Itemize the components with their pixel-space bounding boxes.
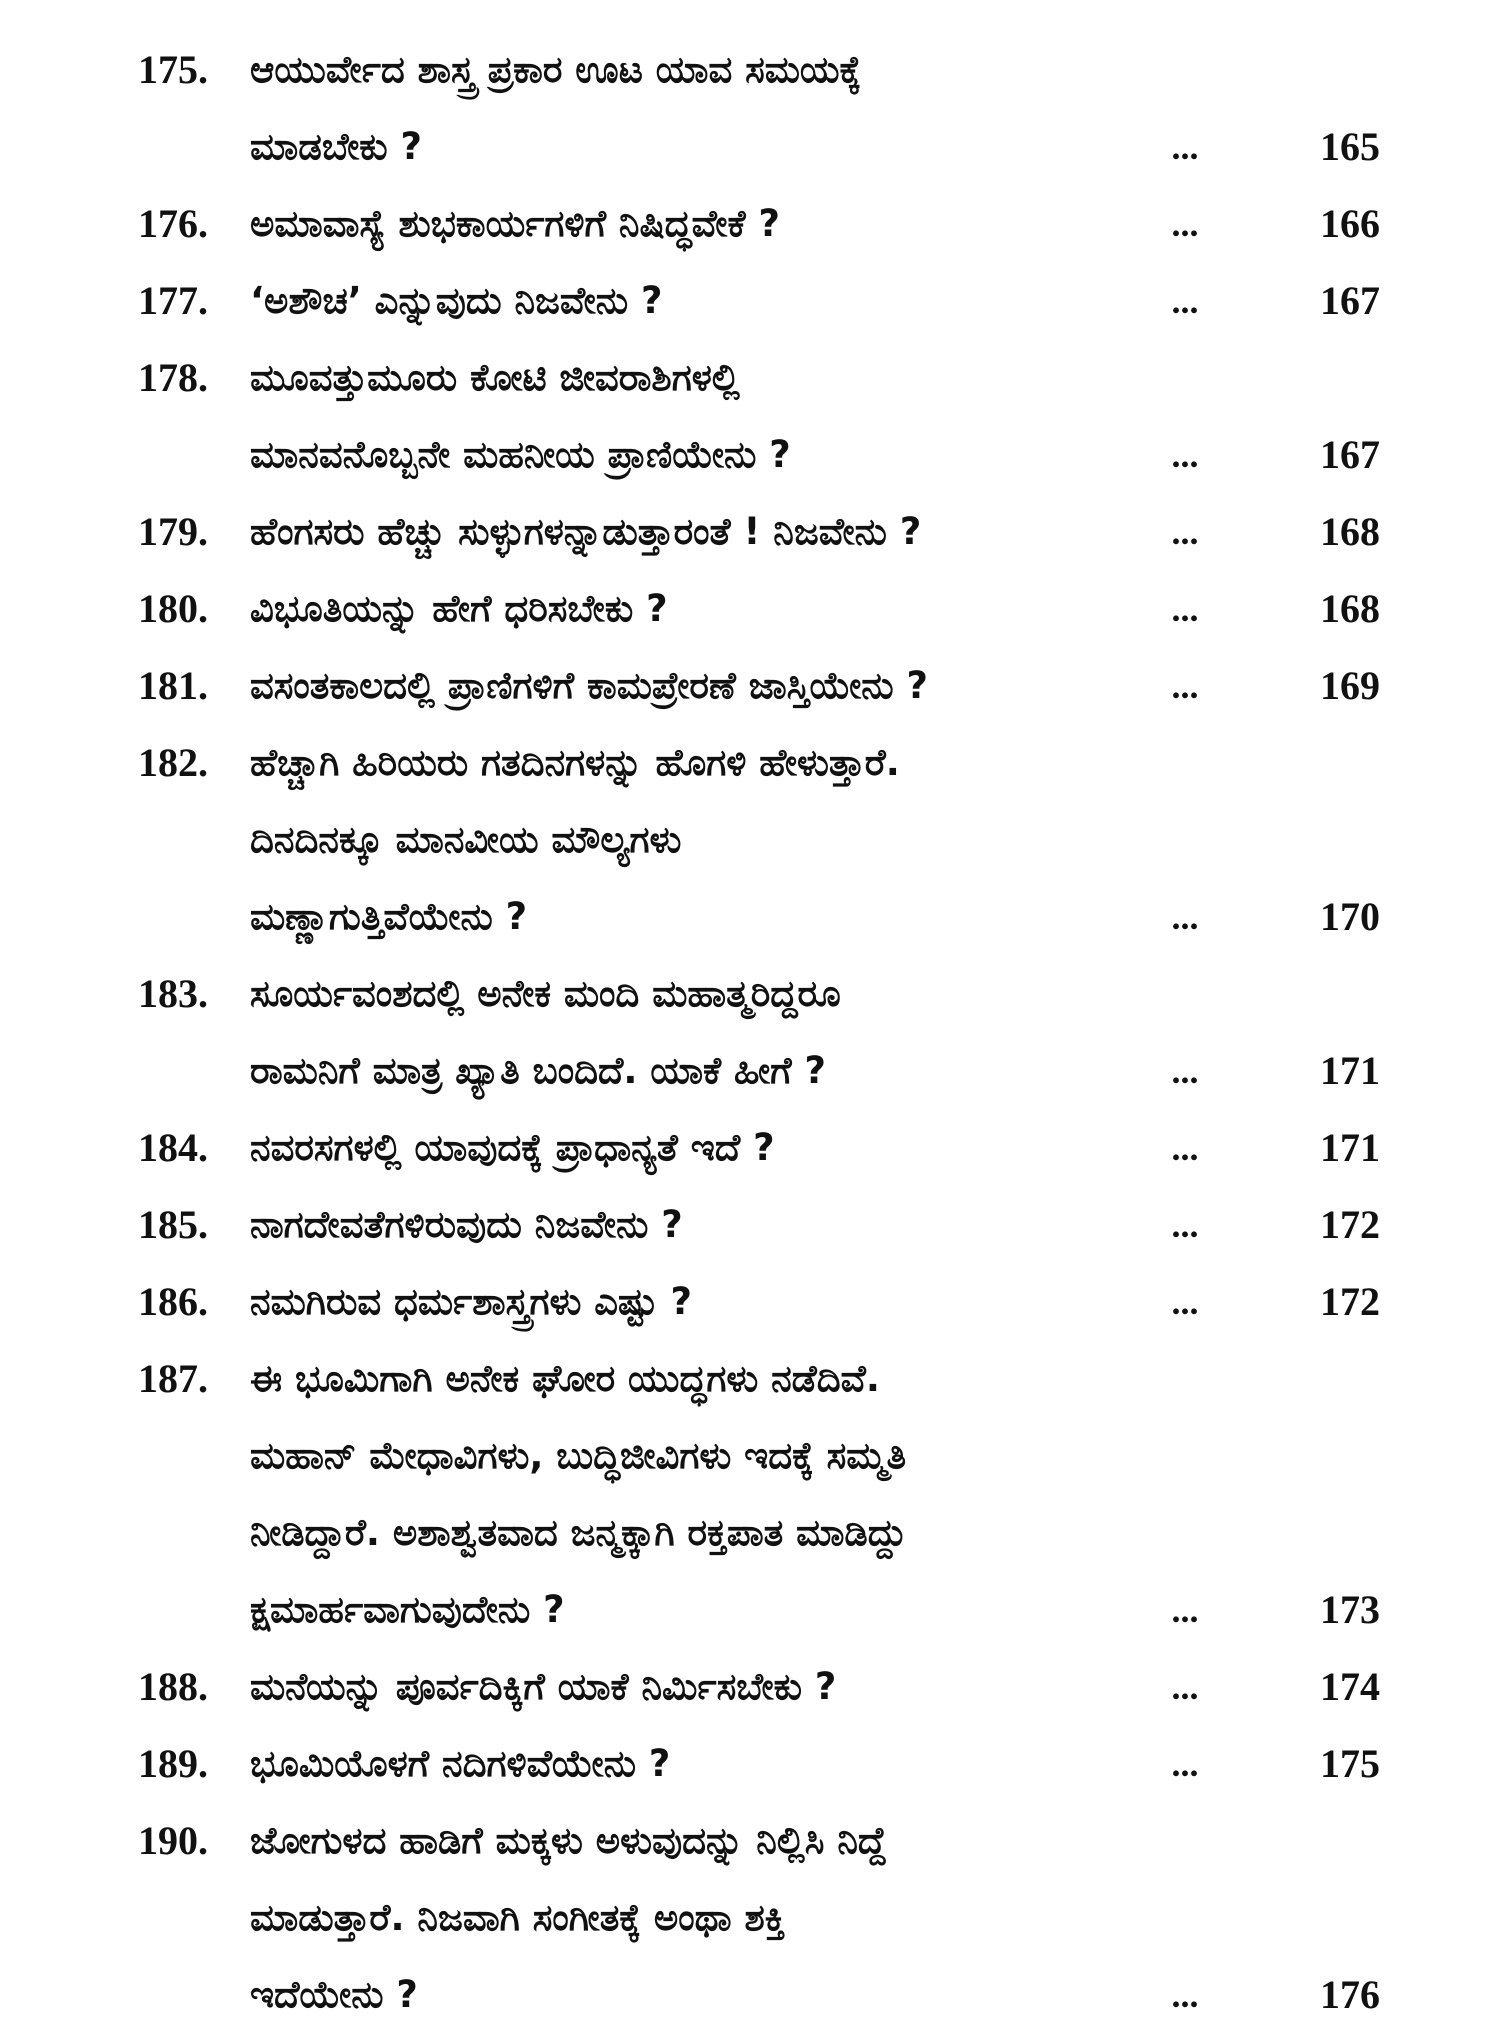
toc-entry — [0, 494, 1500, 570]
entry-title-line: ನೀಡಿದ್ದಾರೆ. ಅಶಾಶ್ವತವಾದ ಜನ್ಮಕ್ಕಾಗಿ ರಕ್ತಪಾತ ಮಾಡಿದ್ದು — [250, 1511, 907, 1554]
toc-entry — [0, 956, 1500, 1032]
entry-number: 189. — [138, 1741, 208, 1786]
entry-title-line: ವಸಂತಕಾಲದಲ್ಲಿ ಪ್ರಾಣಿಗಳಿಗೆ ಕಾಮಪ್ರೇರಣೆ ಜಾಸ್ತಿಯೇನು ? — [250, 664, 928, 707]
toc-entry — [0, 32, 1500, 108]
toc-entry-continuation — [0, 1957, 1500, 2033]
toc-entry — [0, 1649, 1500, 1725]
leader-dots: ... — [1171, 281, 1199, 321]
entry-number: 188. — [138, 1664, 208, 1709]
leader-dots: ... — [1171, 1128, 1199, 1168]
entry-title-line: ಈ ಭೂಮಿಗಾಗಿ ಅನೇಕ ಘೋರ ಯುದ್ಧಗಳು ನಡೆದಿವೆ. — [250, 1357, 880, 1400]
toc-entry — [0, 263, 1500, 339]
toc-entry — [0, 1341, 1500, 1417]
page-number: 176 — [1320, 1972, 1380, 2017]
page-number: 171 — [1320, 1048, 1380, 1093]
entry-title-line: ಮಣ್ಣಾಗುತ್ತಿವೆಯೇನು ? — [250, 895, 528, 938]
toc-entry — [0, 1803, 1500, 1879]
toc-entry — [0, 1726, 1500, 1802]
toc-entry-continuation — [0, 1572, 1500, 1648]
entry-title-line: ಅಮಾವಾಸ್ಯೆ ಶುಭಕಾರ್ಯಗಳಿಗೆ ನಿಷಿದ್ಧವೇಕೆ ? — [250, 202, 780, 245]
toc-entry-continuation — [0, 802, 1500, 878]
entry-title-line: ಮನೆಯನ್ನು ಪೂರ್ವದಿಕ್ಕಿಗೆ ಯಾಕೆ ನಿರ್ಮಿಸಬೇಕು ? — [250, 1665, 837, 1708]
entry-title-line: ಭೂಮಿಯೊಳಗೆ ನದಿಗಳಿವೆಯೇನು ? — [250, 1742, 671, 1785]
page-number: 175 — [1320, 1741, 1380, 1786]
leader-dots: ... — [1171, 589, 1199, 629]
toc-entry-continuation — [0, 1880, 1500, 1956]
page-number: 167 — [1320, 278, 1380, 323]
toc-entry — [0, 648, 1500, 724]
leader-dots: ... — [1171, 1051, 1199, 1091]
entry-number: 184. — [138, 1125, 208, 1170]
toc-entry — [0, 725, 1500, 801]
leader-dots: ... — [1171, 897, 1199, 937]
entry-title-line: ನಾಗದೇವತೆಗಳಿರುವುದು ನಿಜವೇನು ? — [250, 1203, 683, 1246]
entry-number: 186. — [138, 1279, 208, 1324]
entry-number: 177. — [138, 278, 208, 323]
entry-title-line: ಮಾನವನೊಬ್ಬನೇ ಮಹನೀಯ ಪ್ರಾಣಿಯೇನು ? — [250, 433, 791, 476]
entry-title-line: ಮಾಡುತ್ತಾರೆ. ನಿಜವಾಗಿ ಸಂಗೀತಕ್ಕೆ ಅಂಥಾ ಶಕ್ತಿ — [250, 1896, 786, 1939]
toc-entry-continuation — [0, 109, 1500, 185]
page-number: 170 — [1320, 894, 1380, 939]
leader-dots: ... — [1171, 666, 1199, 706]
entry-title-line: ಸೂರ್ಯವಂಶದಲ್ಲಿ ಅನೇಕ ಮಂದಿ ಮಹಾತ್ಮರಿದ್ದರೂ — [250, 972, 841, 1015]
entry-number: 179. — [138, 509, 208, 554]
toc-entry-continuation — [0, 879, 1500, 955]
page-number: 165 — [1320, 124, 1380, 169]
entry-title-line: ಇದೆಯೇನು ? — [250, 1973, 418, 2016]
leader-dots: ... — [1171, 512, 1199, 552]
toc-entry — [0, 1110, 1500, 1186]
page-number: 172 — [1320, 1279, 1380, 1324]
toc-entry-continuation — [0, 1495, 1500, 1571]
entry-title-line: ಹೆಂಗಸರು ಹೆಚ್ಚು ಸುಳ್ಳುಗಳನ್ನಾಡುತ್ತಾರಂತೆ ! ನಿಜವೇನು ? — [250, 510, 922, 553]
entry-title-line: ಹೆಚ್ಚಾಗಿ ಹಿರಿಯರು ಗತದಿನಗಳನ್ನು ಹೊಗಳಿ ಹೇಳುತ್ತಾರೆ. — [250, 741, 900, 784]
entry-number: 183. — [138, 971, 208, 1016]
entry-title-line: ವಿಭೂತಿಯನ್ನು ಹೇಗೆ ಧರಿಸಬೇಕು ? — [250, 587, 668, 630]
entry-title-line: ಕ್ಷಮಾರ್ಹವಾಗುವುದೇನು ? — [250, 1588, 565, 1631]
page-number: 174 — [1320, 1664, 1380, 1709]
page-number: 167 — [1320, 432, 1380, 477]
entry-number: 178. — [138, 355, 208, 400]
leader-dots: ... — [1171, 1590, 1199, 1630]
toc-entry — [0, 340, 1500, 416]
entry-number: 185. — [138, 1202, 208, 1247]
leader-dots: ... — [1171, 204, 1199, 244]
leader-dots: ... — [1171, 127, 1199, 167]
entry-title-line: ರಾಮನಿಗೆ ಮಾತ್ರ ಖ್ಯಾತಿ ಬಂದಿದೆ. ಯಾಕೆ ಹೀಗೆ ? — [250, 1049, 826, 1092]
toc-entry — [0, 571, 1500, 647]
entry-title-line: ಆಯುರ್ವೇದ ಶಾಸ್ತ್ರ ಪ್ರಕಾರ ಊಟ ಯಾವ ಸಮಯಕ್ಕೆ — [250, 48, 862, 91]
leader-dots: ... — [1171, 1667, 1199, 1707]
entry-title-line: ನಮಗಿರುವ ಧರ್ಮಶಾಸ್ತ್ರಗಳು ಎಷ್ಟು ? — [250, 1280, 692, 1323]
entry-title-line: ಮಾಡಬೇಕು ? — [250, 125, 422, 168]
entry-title-line: ಮೂವತ್ತುಮೂರು ಕೋಟಿ ಜೀವರಾಶಿಗಳಲ್ಲಿ — [250, 356, 740, 399]
leader-dots: ... — [1171, 1744, 1199, 1784]
leader-dots: ... — [1171, 1975, 1199, 2015]
leader-dots: ... — [1171, 1205, 1199, 1245]
toc-entry-continuation — [0, 417, 1500, 493]
entry-number: 181. — [138, 663, 208, 708]
toc-entry-continuation — [0, 1033, 1500, 1109]
page-number: 172 — [1320, 1202, 1380, 1247]
entry-title-line: ಜೋಗುಳದ ಹಾಡಿಗೆ ಮಕ್ಕಳು ಅಳುವುದನ್ನು ನಿಲ್ಲಿಸಿ ನಿದ್ದೆ — [250, 1819, 887, 1862]
toc-entry — [0, 1187, 1500, 1263]
toc-entry — [0, 186, 1500, 262]
page-number: 166 — [1320, 201, 1380, 246]
entry-number: 180. — [138, 586, 208, 631]
entry-title-line: ‘ಅಶೌಚ’ ಎನ್ನುವುದು ನಿಜವೇನು ? — [250, 279, 663, 322]
page-number: 173 — [1320, 1587, 1380, 1632]
entry-number: 176. — [138, 201, 208, 246]
page-number: 168 — [1320, 586, 1380, 631]
entry-number: 175. — [138, 47, 208, 92]
toc-entry-continuation — [0, 1418, 1500, 1494]
entry-title-line: ದಿನದಿನಕ್ಕೂ ಮಾನವೀಯ ಮೌಲ್ಯಗಳು — [250, 818, 682, 861]
page-number: 168 — [1320, 509, 1380, 554]
entry-title-line: ಮಹಾನ್ ಮೇಧಾವಿಗಳು, ಬುದ್ಧಿಜೀವಿಗಳು ಇದಕ್ಕೆ ಸಮ್ಮತಿ — [250, 1434, 907, 1477]
leader-dots: ... — [1171, 1282, 1199, 1322]
entry-number: 187. — [138, 1356, 208, 1401]
page-number: 169 — [1320, 663, 1380, 708]
page-number: 171 — [1320, 1125, 1380, 1170]
toc-entry — [0, 1264, 1500, 1340]
leader-dots: ... — [1171, 435, 1199, 475]
entry-number: 182. — [138, 740, 208, 785]
entry-title-line: ನವರಸಗಳಲ್ಲಿ ಯಾವುದಕ್ಕೆ ಪ್ರಾಧಾನ್ಯತೆ ಇದೆ ? — [250, 1126, 775, 1169]
entry-number: 190. — [138, 1818, 208, 1863]
